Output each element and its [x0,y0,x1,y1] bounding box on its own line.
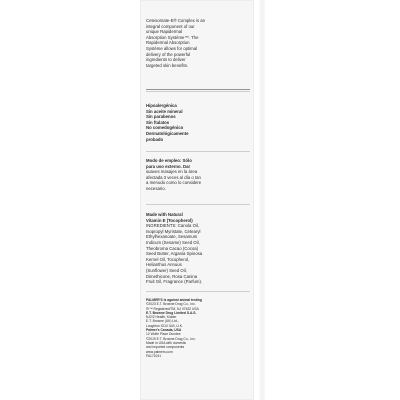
ingredients-line: (Sunflower) Seed Oil, [146,267,187,273]
ingredients-line: Dimethicone, Rosa Canina [146,273,198,279]
company-line: ©2019 E.T. Browne Drug Co., Inc. [146,336,196,341]
claim-item: Sin parabenos [146,114,176,120]
intro-line: Cetesomate-E® Complex is an [146,18,206,23]
ingredients-line: Helianthus Annuus [146,262,182,268]
company-line: E.T. Browne Drug Limited S.A.S. [146,310,197,315]
ingredients-heading: Made with Natural [146,212,183,217]
divider [146,91,250,92]
company-line: NJ2/2 Health, Kidder [146,315,177,320]
ingredients-line: Isopropyl Myristate, Cetearyl [146,228,201,234]
ingredients-line: Theobroma Cacao (Cocoa) [146,245,199,251]
divider [146,151,250,152]
intro-line: delivery of the powerful [146,51,191,57]
ingredients-line: Ethylhexanoate, Sesamum [146,234,198,240]
claim-item: probado [146,136,164,142]
intro-paragraph [146,18,250,68]
intro-line: targeted skin benefits. [146,62,189,68]
intro-line: Système allows for optimal [146,45,198,51]
ingredients-heading: Vitamin E (Tocopherol) [146,217,193,223]
ingredients-block [146,212,250,285]
claim-item: Sin ftalatos [146,119,170,125]
usage-line: Modo de empleo: Sólo [146,158,192,163]
ingredients-line: Fruit Oil, Fragrance (Parfum). [146,279,203,285]
claim-item: Hipoalergénica [146,103,177,108]
divider-orange [146,89,250,90]
company-line: and imported components [146,345,185,350]
claims-list [146,103,250,142]
usage-line: a menudo como lo considere [146,180,202,186]
company-line: ©2023 E.T. Browne Drug Co., Inc. [146,302,196,307]
intro-line: unique Rapidermal [146,29,183,35]
usage-line: necesario. [146,185,166,191]
intro-line: Absorption Système™. The [146,34,199,40]
company-line: 12 Wolfe Place Dundee [146,332,181,337]
divider [146,204,250,205]
company-line: PALMER'S is against animal testing [146,298,202,302]
intro-line: integral component of our [146,23,195,29]
company-line: Palmer's Canada, USA [146,328,182,333]
company-line: ®/™ Registered/TM, NJ 07632 USA [146,306,199,311]
claim-item: No comedogénico [146,125,184,131]
intro-line: Rapidermal Absorption [146,40,190,46]
ingredients-line: Kernel Oil, Tocopherol, [146,256,190,262]
divider [146,291,250,292]
company-line: FA171041 [146,353,162,358]
usage-line: para uso externo. Dar [146,163,191,169]
company-line: E.T. Browne (UK) Ltd., [146,319,179,324]
ingredients-line: Indicum (Sesame) Seed Oil, [146,239,200,245]
intro-line: ingredients to deliver [146,57,186,63]
claim-item: Sin aceite mineral [146,108,183,114]
company-line: Loughton IG10 3LB, U.K. [146,323,183,328]
ingredients-line: INGREDIENTS: Canola Oil, [146,223,200,229]
usage-line: afectada 3 veces al día o tan [146,174,201,180]
usage-instructions [146,158,250,192]
company-line: Made in USA with domestic [146,340,187,345]
usage-line: suaves masajes en la área [146,169,198,175]
carton-edge [259,0,265,400]
company-line: www.palmers.com [146,349,173,354]
claim-item: Dermatológicamente [146,130,189,136]
company-info [146,298,250,358]
ingredients-line: Seed Butter, Argania Spinosa [146,251,203,257]
